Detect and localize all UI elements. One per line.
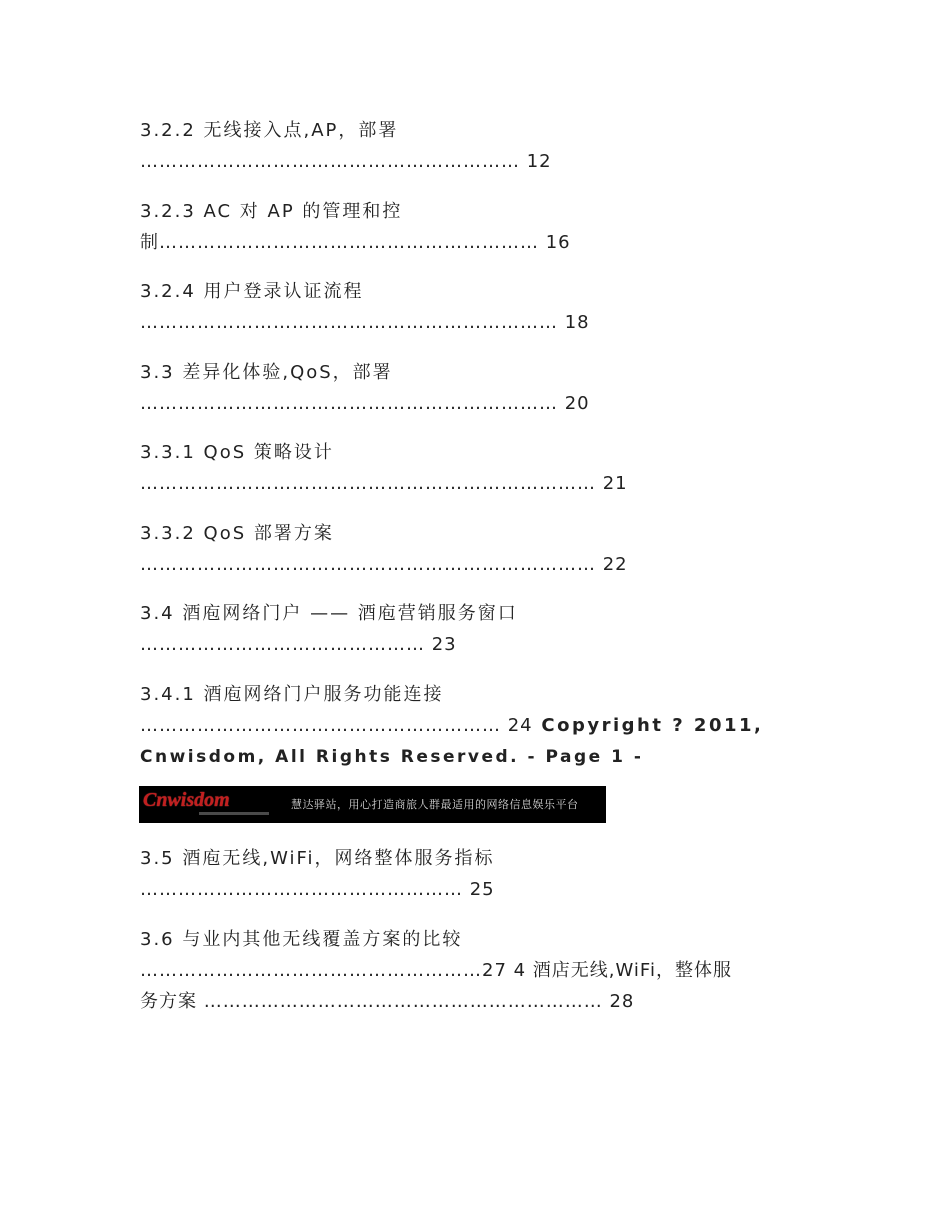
logo-subtitle-bar [199, 812, 269, 815]
toc-entry-3-5-title: 3.5 酒庖无线,WiFi，网络整体服务指标 [140, 848, 495, 869]
toc-entry-3-6-leader: ………………………………………………27 4 酒店无线,WiFi，整体服 [140, 960, 732, 981]
toc-entry-3-3-2-leader: ……………………………………………………………… 22 [140, 554, 628, 575]
toc-entry-3-4-leader: ……………………………………… 23 [140, 634, 457, 655]
page-footer: Cnwisdom, All Rights Reserved. - Page 1 - [140, 747, 644, 767]
toc-entry-3-5-leader: …………………………………………… 25 [140, 879, 495, 900]
toc-entry-3-6-title: 3.6 与业内其他无线覆盖方案的比较 [140, 929, 463, 950]
cnwisdom-banner [139, 786, 606, 823]
cnwisdom-logo: Cnwisdom [143, 789, 230, 811]
toc-entry-3-2-3-title: 3.2.3 AC 对 AP 的管理和控 [140, 201, 403, 222]
toc-entry-3-4-title: 3.4 酒庖网络门户 —— 酒庖营销服务窗口 [140, 603, 518, 624]
banner-slogan: 慧达驿站，用心打造商旅人群最适用的网络信息娱乐平台 [291, 798, 579, 811]
toc-entry-4-leader: 务方案 ……………………………………………………… 28 [140, 991, 635, 1012]
copyright-text: Copyright ? 2011, [532, 715, 764, 736]
toc-entry-3-3-title: 3.3 差异化体验,QoS，部署 [140, 362, 393, 383]
toc-entry-3-3-2-title: 3.3.2 QoS 部署方案 [140, 523, 334, 544]
toc-entry-3-4-1-leader-line [140, 714, 763, 738]
toc-entry-3-2-3-leader: 制…………………………………………………… 16 [140, 232, 571, 253]
toc-entry-3-3-1-leader: ……………………………………………………………… 21 [140, 473, 628, 494]
toc-entry-3-2-2-leader: …………………………………………………… 12 [140, 151, 552, 172]
toc-entry-3-3-leader: ………………………………………………………… 20 [140, 393, 590, 414]
toc-entry-3-3-1-title: 3.3.1 QoS 策略设计 [140, 442, 334, 463]
toc-entry-3-2-4-leader: ………………………………………………………… 18 [140, 312, 590, 333]
toc-entry-3-4-1-title: 3.4.1 酒庖网络门户服务功能连接 [140, 684, 444, 705]
toc-entry-3-2-2-title: 3.2.2 无线接入点,AP，部署 [140, 120, 399, 141]
toc-entry-3-4-1-leader: ………………………………………………… 24 [140, 715, 533, 736]
toc-entry-3-2-4-title: 3.2.4 用户登录认证流程 [140, 281, 364, 302]
